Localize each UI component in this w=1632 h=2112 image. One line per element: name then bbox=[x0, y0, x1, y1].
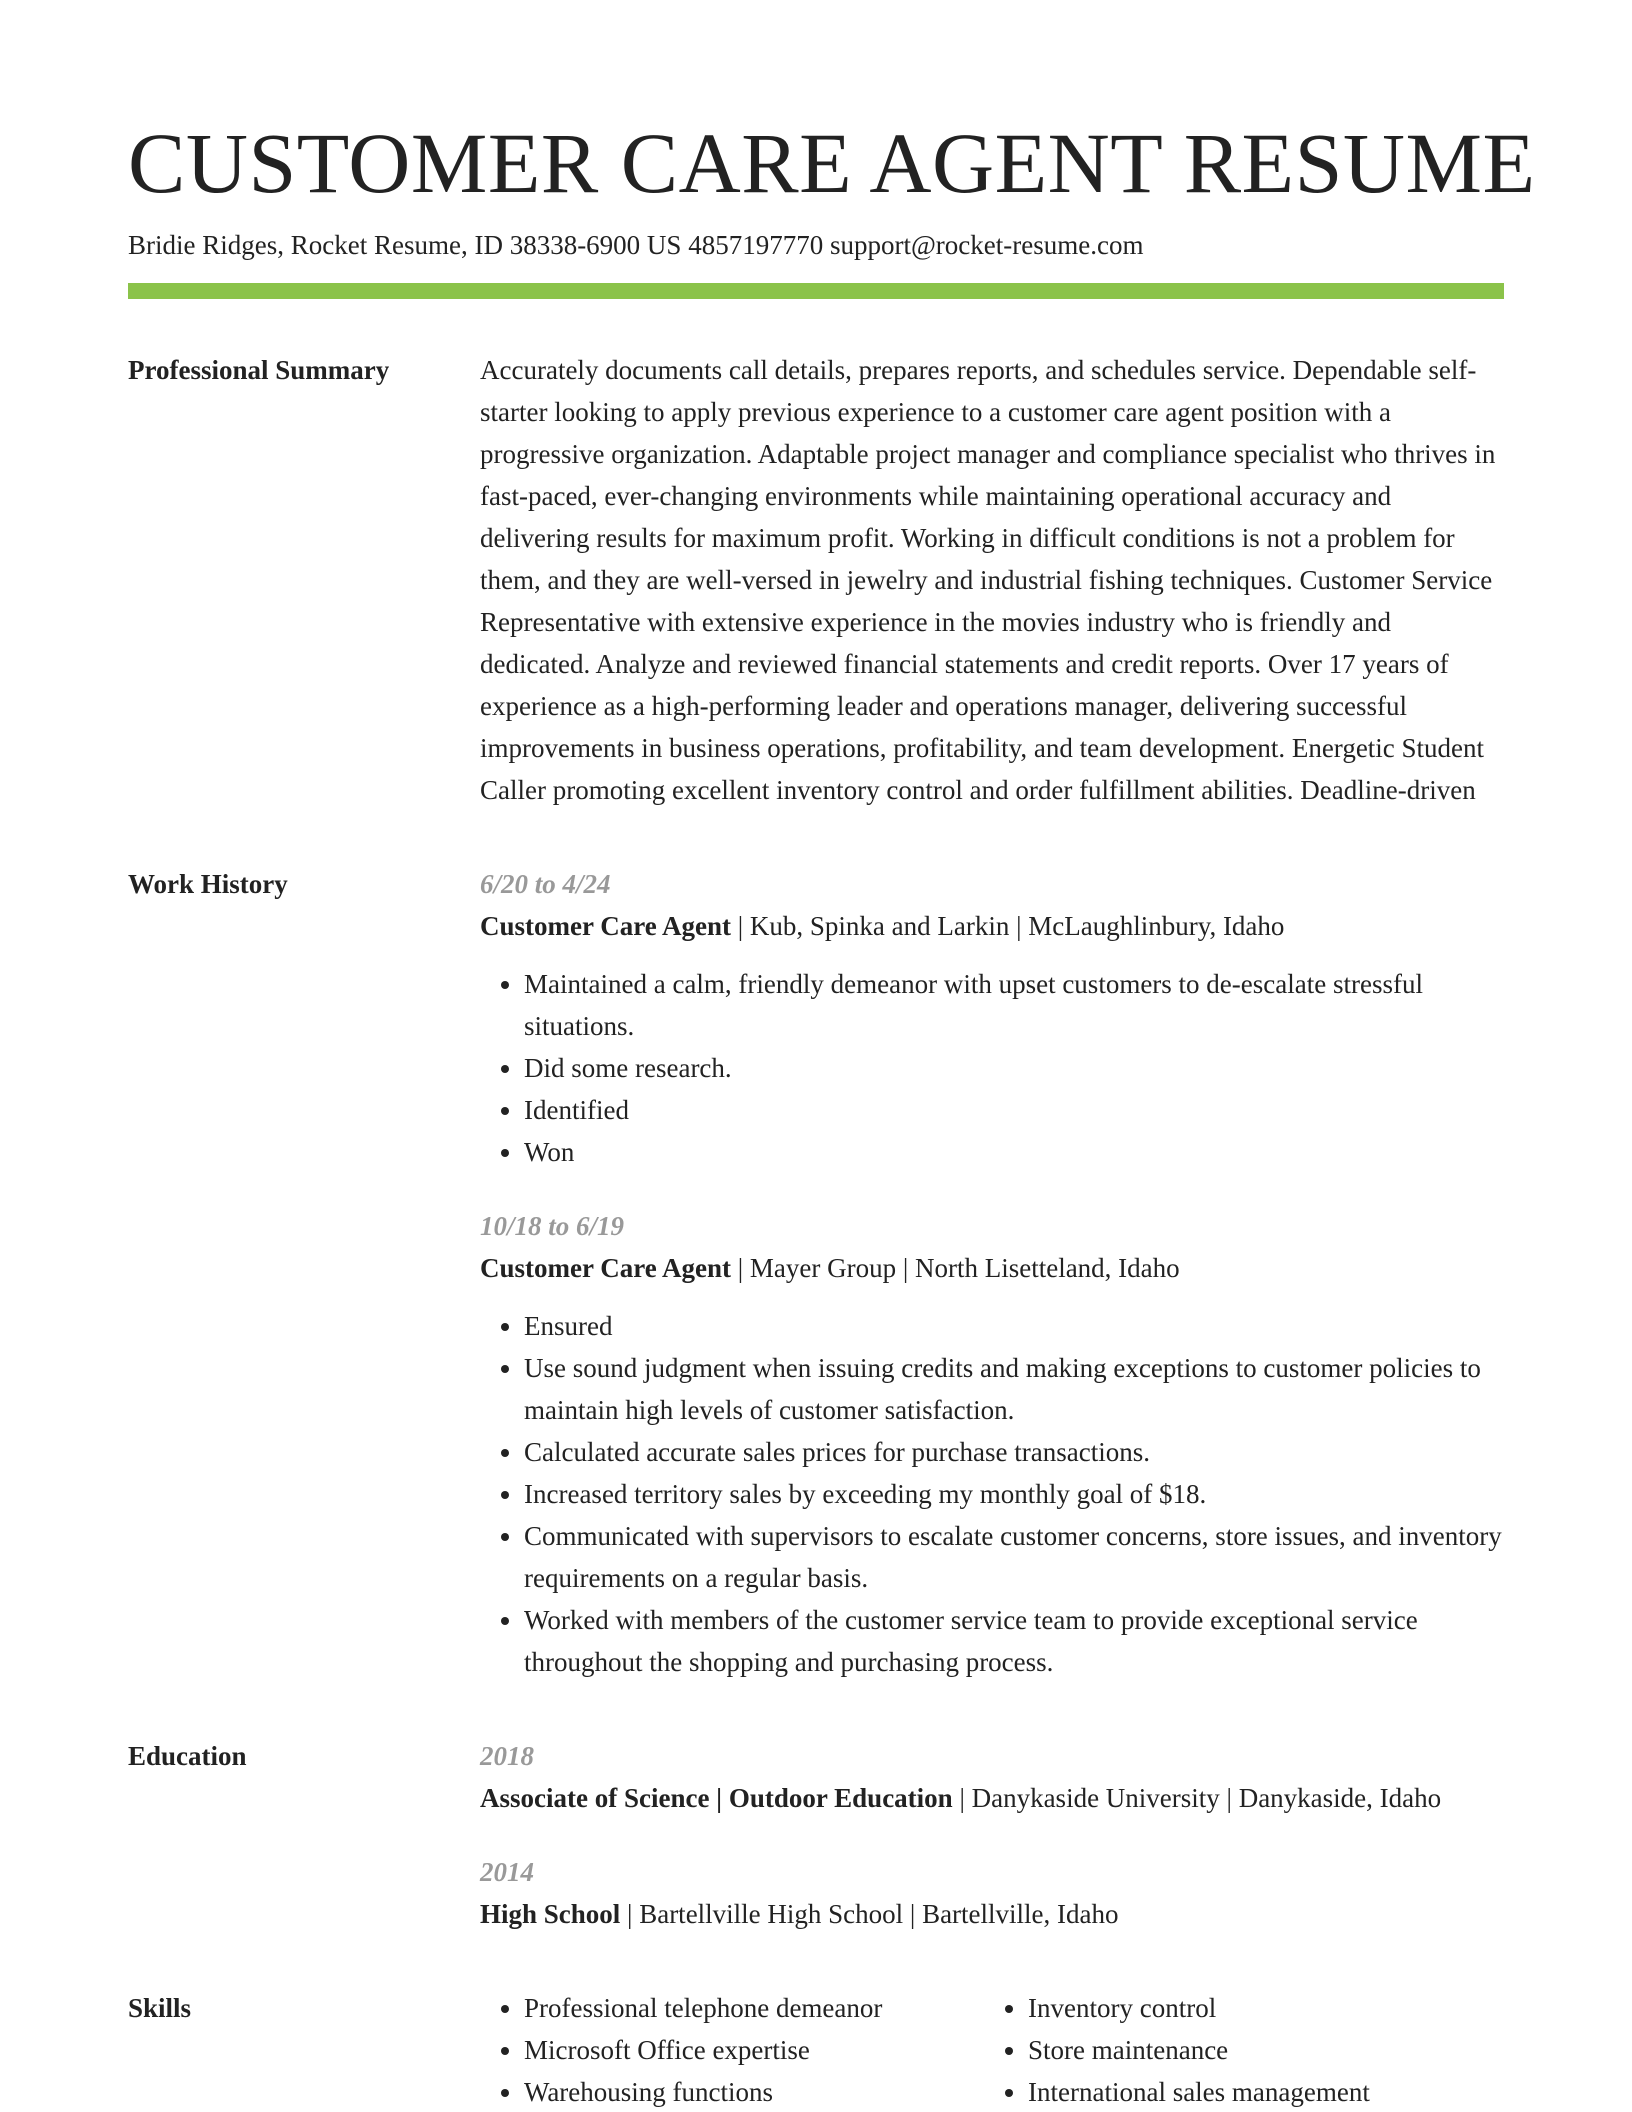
education-entry bbox=[480, 1851, 1504, 1935]
job-bullets bbox=[480, 1305, 1504, 1683]
job-entry bbox=[480, 1205, 1504, 1683]
job-heading bbox=[480, 1247, 1504, 1289]
skill-item: • Warehousing functions bbox=[524, 2071, 984, 2112]
skills-body bbox=[480, 1987, 1504, 2112]
section-label-summary: Professional Summary bbox=[128, 355, 390, 386]
job-bullet: • Worked with members of the customer service team to provide exceptional service throughout the shopping and purchasing process. bbox=[524, 1599, 1504, 1683]
skill-item: • Professional telephone demeanor bbox=[524, 1987, 984, 2029]
job-bullet: • Maintained a calm, friendly demeanor with upset customers to de-escalate stressful situations. bbox=[524, 963, 1504, 1047]
skill-item: • Microsoft Office expertise bbox=[524, 2029, 984, 2071]
section-label-education: Education bbox=[128, 1741, 247, 1772]
education-details: | Bartellville High School | Bartellville, Idaho bbox=[620, 1899, 1119, 1930]
work-history-section bbox=[128, 863, 1504, 1683]
job-dates: 10/18 to 6/19 bbox=[480, 1211, 625, 1242]
job-bullet: • Won bbox=[524, 1131, 1504, 1173]
education-degree: Associate of Science | Outdoor Education bbox=[480, 1783, 953, 1814]
section-label-work-history: Work History bbox=[128, 869, 288, 900]
header-divider bbox=[128, 283, 1504, 299]
work-history-body bbox=[480, 863, 1504, 1683]
education-degree: High School bbox=[480, 1899, 621, 1930]
education-entry bbox=[480, 1735, 1504, 1819]
education-heading bbox=[480, 1893, 1504, 1935]
education-section bbox=[128, 1735, 1504, 1935]
skills-section bbox=[128, 1987, 1504, 2112]
job-bullets bbox=[480, 963, 1504, 1173]
summary-text: Accurately documents call details, prepares reports, and schedules service. Dependable self-starter looking to apply previous experience to a customer care agent position with a progressive organization. Adaptable project manager and compliance specialist who thrives in fast-paced, ever-changing environments while maintaining operational accuracy and delivering results for maximum profit. Working in difficult conditions is not a problem for them, and they are well-versed in jewelry and industrial fishing techniques. Customer Service Representative with extensive experience in the movies industry who is friendly and dedicated. Analyze and reviewed financial statements and credit reports. Over 17 years of experience as a high-performing leader and operations manager, delivering successful improvements in business operations, profitability, and team development. Energetic Student Caller promoting excellent inventory control and order fulfillment abilities. Deadline-driven bbox=[480, 355, 1496, 806]
job-details: | Mayer Group | North Lisetteland, Idaho bbox=[730, 1253, 1180, 1284]
skill-item: • Store maintenance bbox=[1028, 2029, 1504, 2071]
skills-column-right bbox=[984, 1987, 1504, 2112]
job-bullet: • Communicated with supervisors to escalate customer concerns, store issues, and inventory requirements on a regular basis. bbox=[524, 1515, 1504, 1599]
summary-section bbox=[128, 349, 1504, 811]
job-title: Customer Care Agent bbox=[480, 911, 731, 942]
skill-item: • International sales management bbox=[1028, 2071, 1504, 2112]
job-bullet: • Calculated accurate sales prices for purchase transactions. bbox=[524, 1431, 1504, 1473]
education-body bbox=[480, 1735, 1504, 1935]
job-bullet: • Use sound judgment when issuing credits and making exceptions to customer policies to maintain high levels of customer satisfaction. bbox=[524, 1347, 1504, 1431]
job-bullet: • Identified bbox=[524, 1089, 1504, 1131]
resume-title: CUSTOMER CARE AGENT RESUME bbox=[128, 115, 1536, 211]
education-year: 2014 bbox=[480, 1857, 534, 1888]
section-label-skills: Skills bbox=[128, 1993, 192, 2024]
education-year: 2018 bbox=[480, 1741, 534, 1772]
job-dates: 6/20 to 4/24 bbox=[480, 869, 611, 900]
skills-column-left bbox=[480, 1987, 984, 2112]
education-heading bbox=[480, 1777, 1504, 1819]
education-details: | Danykaside University | Danykaside, Idaho bbox=[952, 1783, 1442, 1814]
contact-info: Bridie Ridges, Rocket Resume, ID 38338-6900 US 4857197770 support@rocket-resume.com bbox=[128, 230, 1144, 261]
job-bullet: • Increased territory sales by exceeding my monthly goal of $18. bbox=[524, 1473, 1504, 1515]
job-bullet: • Ensured bbox=[524, 1305, 1504, 1347]
job-title: Customer Care Agent bbox=[480, 1253, 731, 1284]
job-heading bbox=[480, 905, 1504, 947]
summary-body bbox=[480, 349, 1504, 811]
job-entry bbox=[480, 863, 1504, 1173]
job-details: | Kub, Spinka and Larkin | McLaughlinbury, Idaho bbox=[730, 911, 1285, 942]
job-bullet: • Did some research. bbox=[524, 1047, 1504, 1089]
skill-item: • Inventory control bbox=[1028, 1987, 1504, 2029]
